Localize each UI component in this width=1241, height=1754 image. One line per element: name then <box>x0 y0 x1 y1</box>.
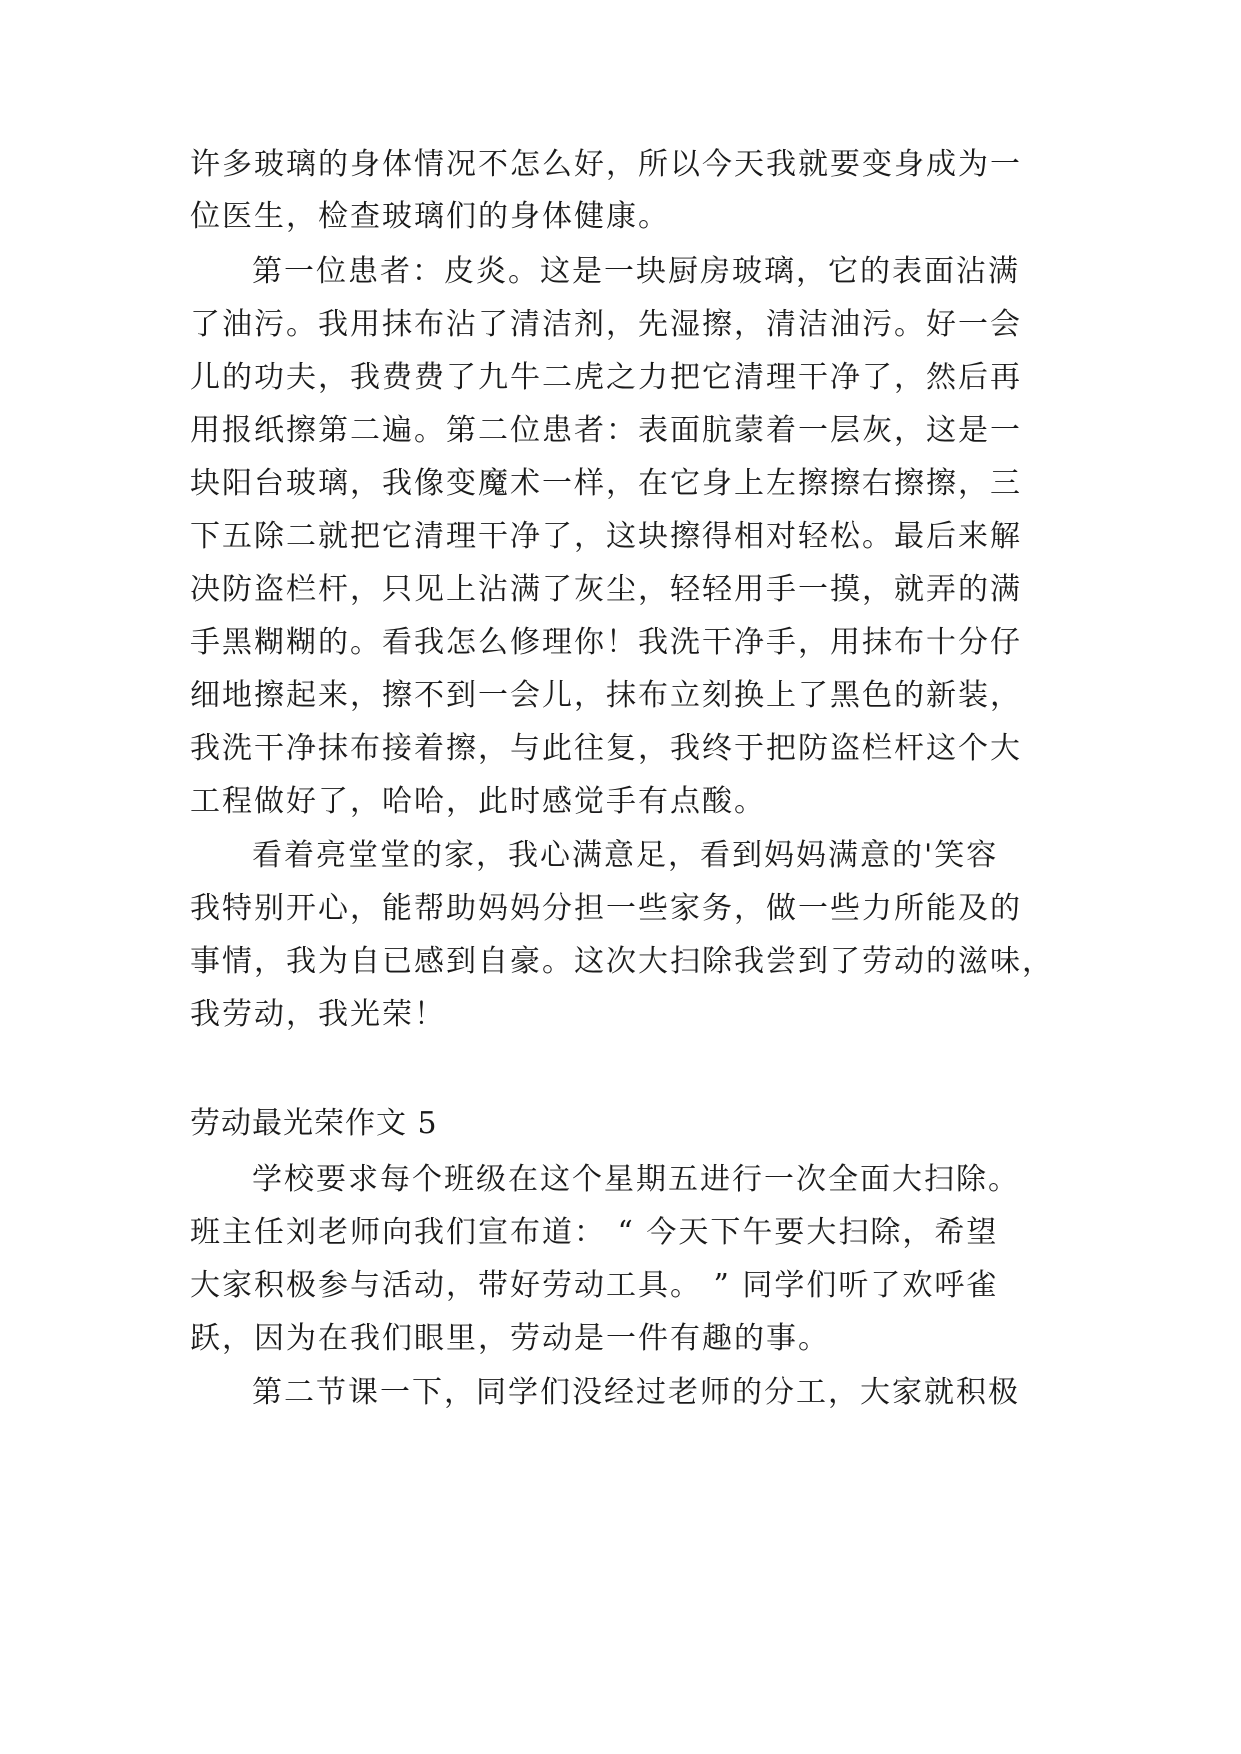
paragraph-line: 班主任刘老师向我们宣布道： “ 今天下午要大扫除，希望 <box>190 1215 999 1250</box>
paragraph-line: 工程做好了，哈哈，此时感觉手有点酸。 <box>190 784 766 819</box>
paragraph-line: 跃，因为在我们眼里，劳动是一件有趣的事。 <box>190 1321 830 1356</box>
paragraph-line: 用报纸擦第二遍。第二位患者：表面肮蒙着一层灰，这是一 <box>190 413 1022 448</box>
paragraph-line: 决防盗栏杆，只见上沾满了灰尘，轻轻用手一摸，就弄的满 <box>190 572 1022 607</box>
paragraph-line: 块阳台玻璃，我像变魔术一样，在它身上左擦擦右擦擦，三 <box>190 466 1022 501</box>
paragraph-line: 手黑糊糊的。看我怎么修理你！我洗干净手，用抹布十分仔 <box>190 625 1022 660</box>
paragraph-line: 第一位患者：皮炎。这是一块厨房玻璃，它的表面沾满 <box>252 254 1020 289</box>
paragraph-line: 事情，我为自已感到自豪。这次大扫除我尝到了劳动的滋味， <box>190 944 1054 979</box>
paragraph-line: 学校要求每个班级在这个星期五进行一次全面大扫除。 <box>252 1162 1020 1197</box>
paragraph-line: 第二节课一下，同学们没经过老师的分工，大家就积极 <box>252 1375 1020 1410</box>
paragraph-line: 儿的功夫，我费费了九牛二虎之力把它清理干净了，然后再 <box>190 360 1022 395</box>
paragraph-line: 细地擦起来，擦不到一会儿，抹布立刻换上了黑色的新装， <box>190 678 1022 713</box>
paragraph-line: 许多玻璃的身体情况不怎么好，所以今天我就要变身成为一 <box>190 147 1022 182</box>
paragraph-line: 大家积极参与活动，带好劳动工具。 ” 同学们听了欢呼雀 <box>190 1268 999 1303</box>
paragraph-line: 我特别开心，能帮助妈妈分担一些家务，做一些力所能及的 <box>190 891 1022 926</box>
paragraph-line: 看着亮堂堂的家，我心满意足，看到妈妈满意的'笑容 <box>252 838 999 873</box>
paragraph-line: 我洗干净抹布接着擦，与此往复，我终于把防盗栏杆这个大 <box>190 731 1022 766</box>
paragraph-line: 我劳动，我光荣！ <box>190 997 446 1032</box>
paragraph-line: 位医生，检查玻璃们的身体健康。 <box>190 199 670 234</box>
paragraph-line: 下五除二就把它清理干净了，这块擦得相对轻松。最后来解 <box>190 519 1022 554</box>
paragraph-line: 了油污。我用抹布沾了清洁剂，先湿擦，清洁油污。好一会 <box>190 307 1022 342</box>
section-title: 劳动最光荣作文 5 <box>190 1106 438 1141</box>
